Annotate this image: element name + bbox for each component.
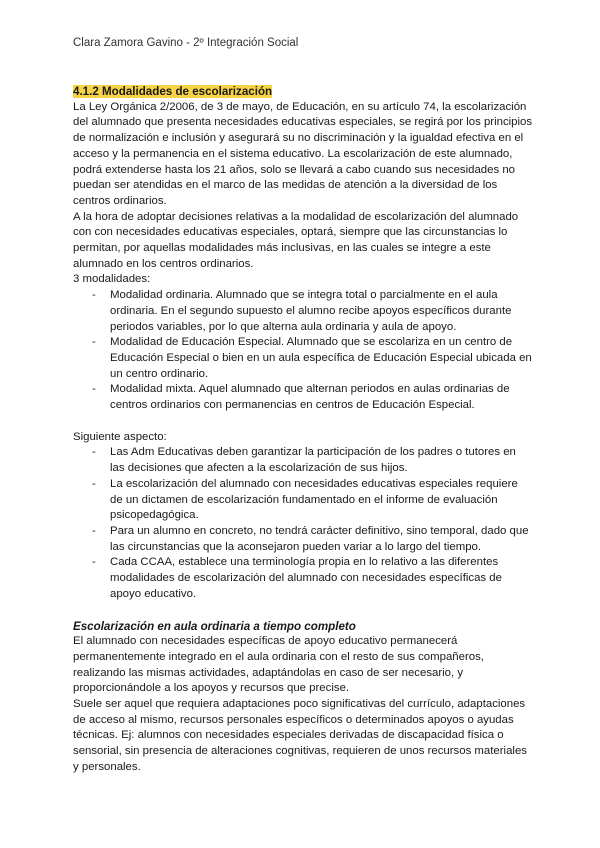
list-item: - Modalidad mixta. Aquel alumnado que alternan periodos en aulas ordinarias de centros ordinarios con permanencias en centros de Educación Especial.	[92, 382, 533, 413]
list-item: - Modalidad de Educación Especial. Alumnado que se escolariza en un centro de Educación Especial o bien en un aula específica de Educación Especial ubicada en un centro ordinario.	[92, 335, 533, 382]
spacer	[73, 414, 533, 430]
document-body	[73, 84, 533, 776]
modalities-list	[73, 288, 533, 414]
subsection-paragraph-1: El alumnado con necesidades específicas de apoyo educativo permanecerá permanentemente integrado en el aula ordinaria con el resto de sus compañeros, realizando las mismas actividades, adaptándolas en caso de ser necesario, y proporcionándole a los apoyos y recursos que precise.	[73, 635, 484, 695]
section-heading-text: 4.1.2 Modalidades de escolarización	[73, 85, 273, 98]
subsection-paragraph-2: Suele ser aquel que requiera adaptaciones poco significativas del currículo, adaptaciones de acceso al mismo, recursos personales específicos o determinados apoyos o ayudas técnicas. Ej: alumnos con necesidades especiales derivadas de discapacidad física o sensorial, sin presencia de alteraciones cognitivas, requieren de unos recursos materiales y personales.	[73, 698, 527, 773]
list-item: - Para un alumno en concreto, no tendrá carácter definitivo, sino temporal, dado que las circunstancias que la aconsejaron pueden variar a lo largo del tiempo.	[92, 524, 533, 555]
spacer	[73, 603, 533, 619]
section-heading	[73, 84, 533, 100]
running-header: Clara Zamora Gavino - 2º Integración Social	[73, 37, 299, 49]
intro-paragraph-1: La Ley Orgánica 2/2006, de 3 de mayo, de Educación, en su artículo 74, la escolarización del alumnado que presenta necesidades educativas especiales, se regirá por los principios de normalización e inclusión y asegurará su no discriminación y la igualdad efectiva en el acceso y la permanencia en el sistema educativo. La escolarización de este alumnado, podrá extenderse hasta los 21 años, solo se llevará a cabo cuando sus necesidades no puedan ser atendidas en el marco de las medidas de atención a la diversidad de los centros ordinarios.	[73, 100, 533, 207]
modalities-label: 3 modalidades:	[73, 273, 151, 286]
list-item: - La escolarización del alumnado con necesidades educativas especiales requiere de un dictamen de escolarización fundamentado en el informe de evaluación psicopedagógica.	[92, 477, 533, 524]
list-item: - Modalidad ordinaria. Alumnado que se integra total o parcialmente en el aula ordinaria. En el segundo supuesto el alumno recibe apoyos específicos durante periodos variables, por lo que alterna aula ordinaria y aula de apoyo.	[92, 288, 533, 335]
list-item: - Cada CCAA, establece una terminología propia en lo relativo a las diferentes modalidades de escolarización del alumnado con necesidades específicas de apoyo educativo.	[92, 555, 533, 602]
intro-paragraph-2: A la hora de adoptar decisiones relativas a la modalidad de escolarización del alumnado con con necesidades educativas especiales, optará, siempre que las circunstancias lo permitan, por aquellas modalidades más inclusivas, en las cuales se integre a este alumnado en los centros ordinarios.	[73, 210, 519, 270]
next-aspect-label: Siguiente aspecto:	[73, 430, 167, 443]
aspects-list	[73, 445, 533, 602]
subsection-heading: Escolarización en aula ordinaria a tiempo completo	[73, 619, 356, 633]
list-item: - Las Adm Educativas deben garantizar la participación de los padres o tutores en las decisiones que afecten a la escolarización de sus hijos.	[92, 445, 533, 476]
